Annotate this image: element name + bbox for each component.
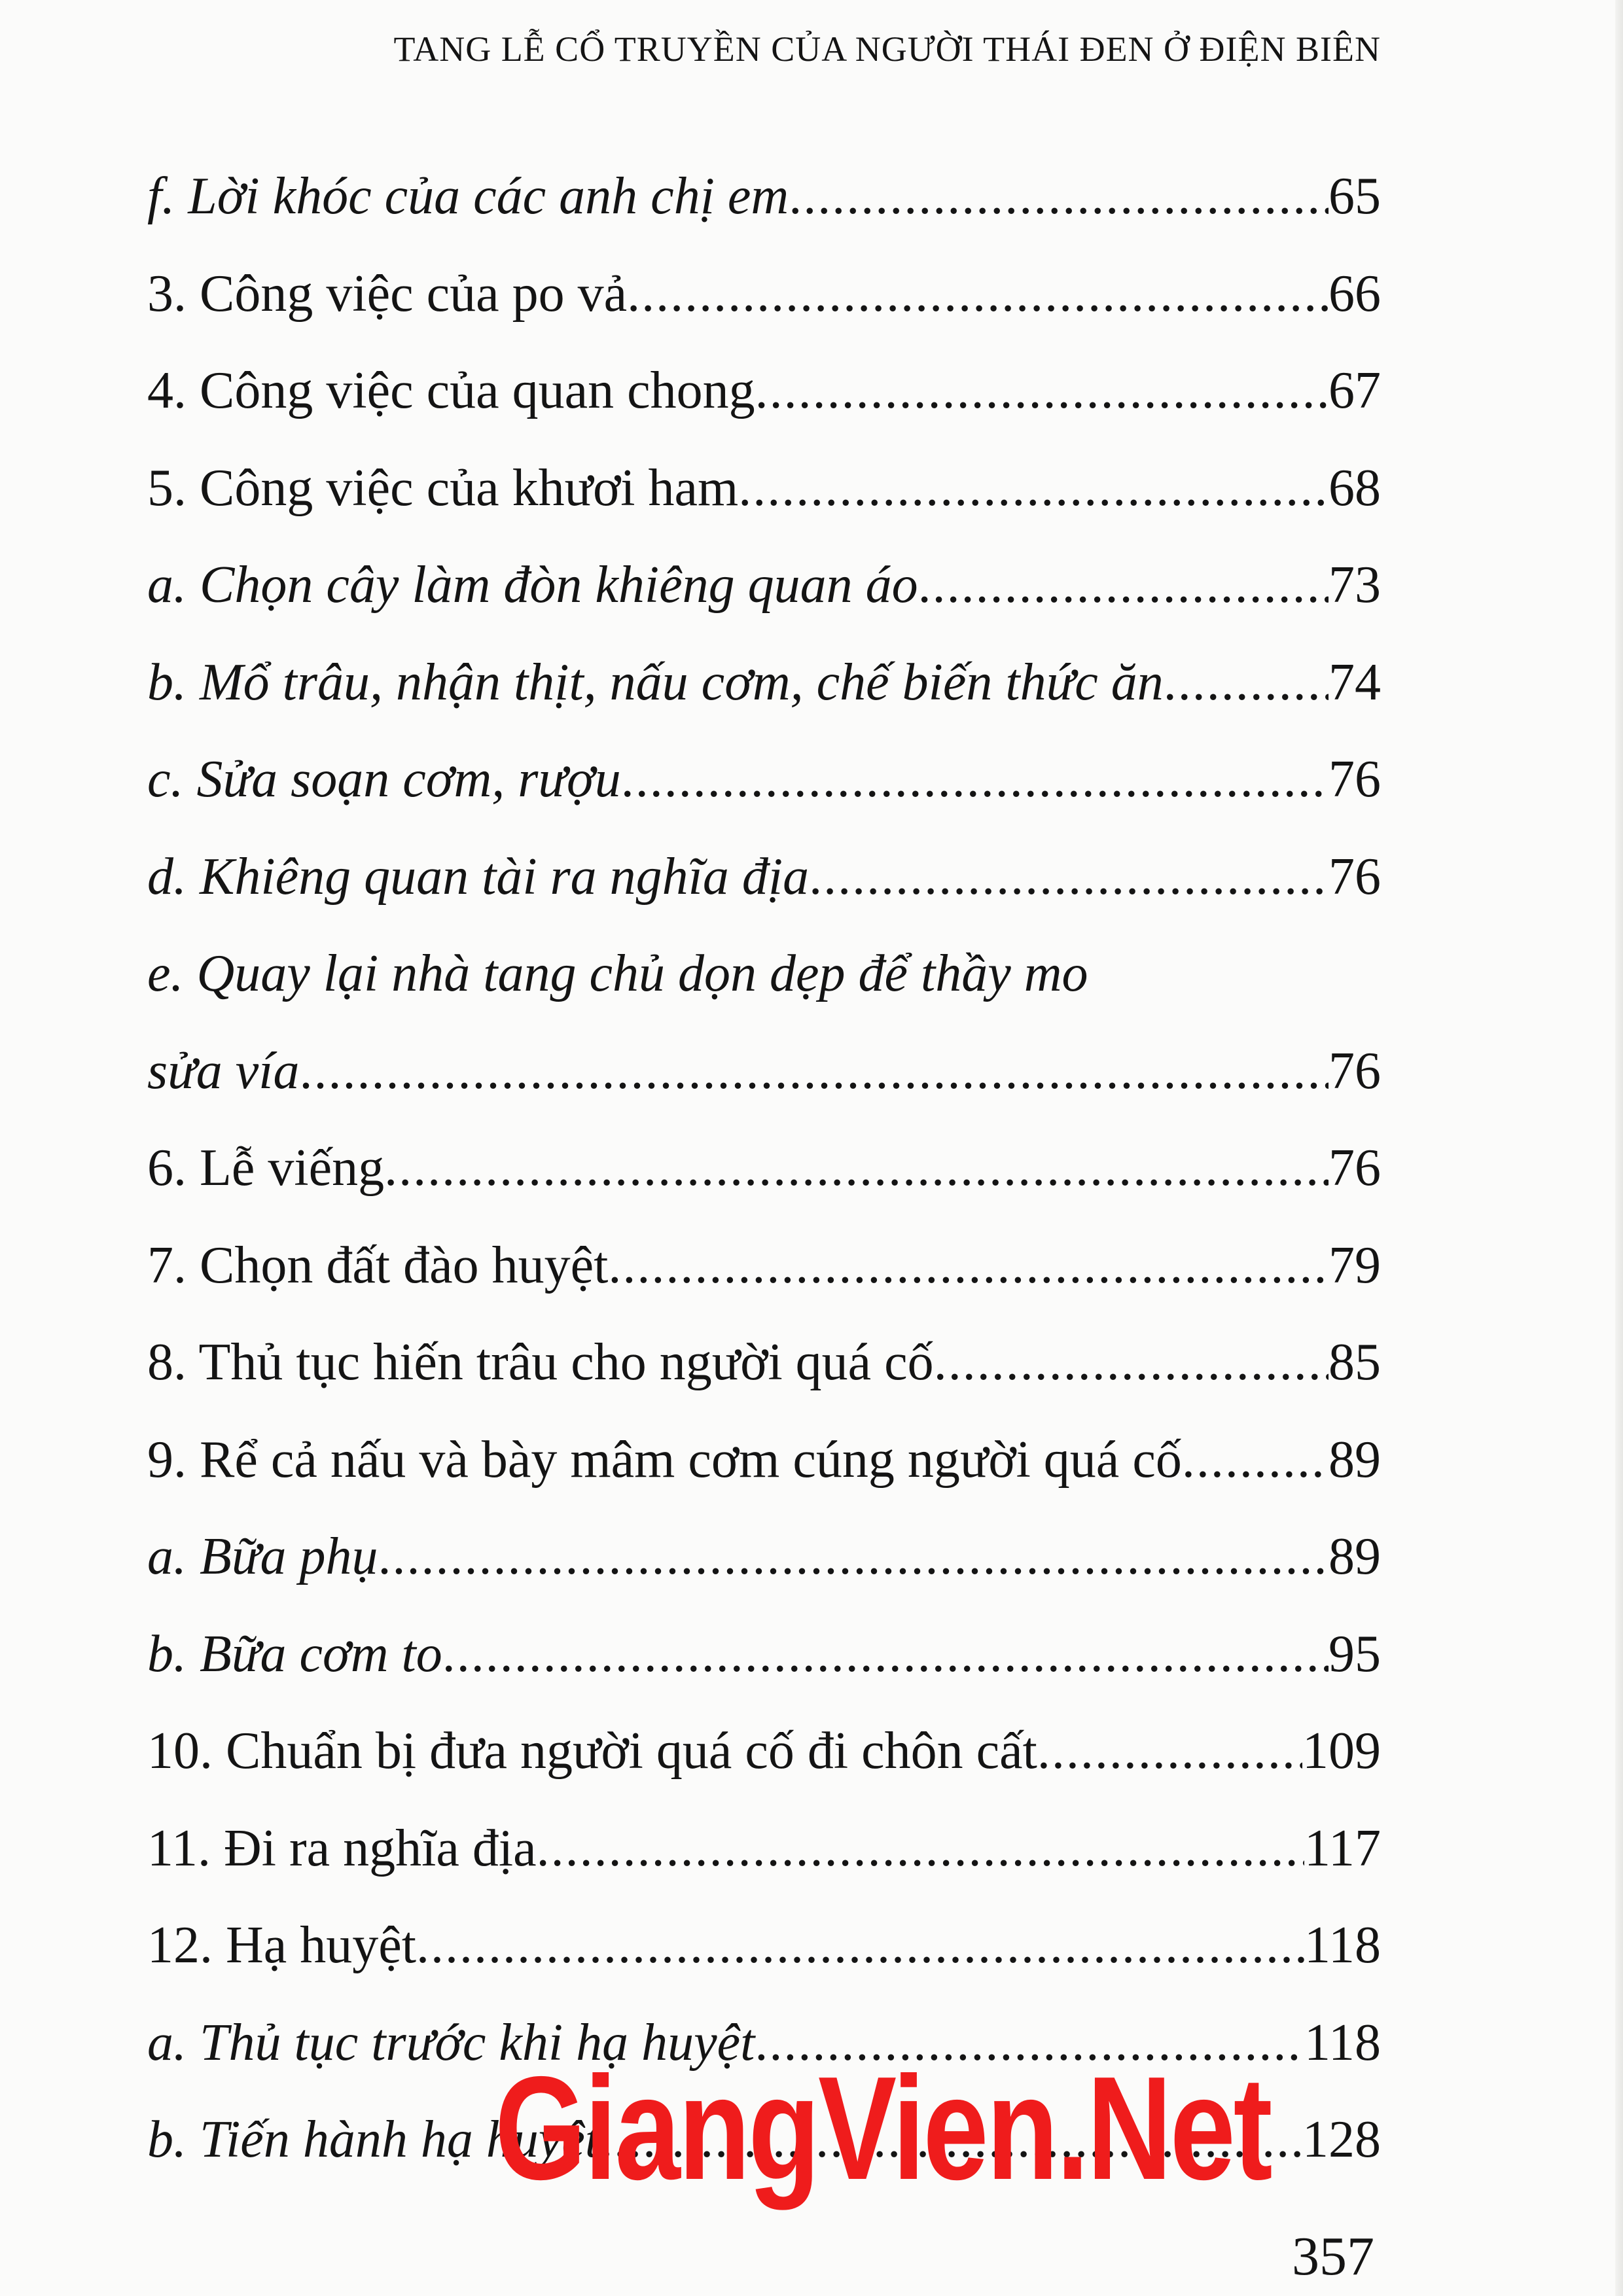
toc-entry-title: 8. Thủ tục hiến trâu cho người quá cố	[147, 1333, 934, 1391]
dot-leader	[300, 1023, 1329, 1120]
dot-leader	[1164, 634, 1329, 732]
toc-entry-page: 128	[1302, 2111, 1381, 2168]
toc-entry	[147, 1120, 1381, 1217]
toc-entry-page: 76	[1329, 1139, 1381, 1197]
toc-entry-title: 12. Hạ huyệt	[147, 1916, 417, 1974]
toc-entry-title: d. Khiêng quan tài ra nghĩa địa	[147, 847, 810, 906]
dot-leader	[789, 148, 1329, 245]
toc-entry	[147, 1023, 1381, 1120]
toc-entry	[147, 1217, 1381, 1315]
toc-entry-title: b. Mổ trâu, nhận thịt, nấu cơm, chế biến thức ăn	[147, 653, 1164, 711]
toc-entry-title: sửa vía	[147, 1042, 300, 1100]
toc-entry-title: 7. Chọn đất đào huyệt	[147, 1236, 609, 1294]
toc-entry-page: 74	[1329, 653, 1381, 711]
toc-entry	[147, 1411, 1381, 1509]
dot-leader	[384, 1120, 1329, 1217]
page-edge-shadow	[1615, 0, 1623, 2296]
toc-entry	[147, 1314, 1381, 1411]
toc-entry-title: 6. Lễ viếng	[147, 1139, 385, 1197]
toc-entry	[147, 148, 1381, 245]
dot-leader	[918, 537, 1329, 634]
toc-entry-title: 10. Chuẩn bị đưa người quá cố đi chôn cất	[147, 1722, 1037, 1780]
toc-entry-page: 85	[1329, 1333, 1381, 1391]
toc-entry-title: e. Quay lại nhà tang chủ dọn dẹp để thầy mo	[147, 945, 1088, 1002]
watermark: GiangVien.Net	[495, 2045, 1271, 2210]
toc-entry-title: c. Sửa soạn cơm, rượu	[147, 751, 621, 808]
toc-entry-page: 68	[1329, 459, 1381, 517]
dot-leader	[1037, 1703, 1302, 1800]
dot-leader	[738, 440, 1329, 537]
toc-entry-title: a. Thủ tục trước khi hạ huyệt	[147, 2013, 755, 2072]
dot-leader	[537, 1800, 1304, 1898]
dot-leader	[1182, 1411, 1329, 1509]
toc-entry-title: b. Tiến hành hạ huyệt	[147, 2111, 600, 2168]
toc-entry-page: 76	[1329, 847, 1381, 906]
dot-leader	[755, 342, 1329, 440]
toc-entry-page: 67	[1329, 362, 1381, 419]
dot-leader	[608, 1217, 1329, 1315]
toc-entry	[147, 634, 1381, 732]
toc-entry-page: 95	[1329, 1625, 1381, 1683]
toc-entry-page: 66	[1329, 264, 1381, 323]
toc-entry-page: 89	[1329, 1430, 1381, 1489]
dot-leader	[809, 828, 1329, 926]
toc-entry-page: 117	[1304, 1819, 1381, 1877]
toc-entry	[147, 1606, 1381, 1703]
toc-entry-page: 76	[1329, 751, 1381, 808]
toc-entry	[147, 1508, 1381, 1606]
toc-entry-title: 5. Công việc của khươi ham	[147, 459, 739, 517]
toc-entry	[147, 440, 1381, 537]
toc-entry	[147, 537, 1381, 634]
toc-entry-page: 89	[1329, 1528, 1381, 1585]
toc-entry-title: b. Bữa cơm to	[147, 1625, 442, 1683]
toc-entry-title: a. Chọn cây làm đòn khiêng quan áo	[147, 556, 918, 614]
dot-leader	[416, 1897, 1304, 1994]
running-header: TANG LỄ CỔ TRUYỀN CỦA NGƯỜI THÁI ĐEN Ở ĐIỆN BIÊN	[393, 29, 1381, 69]
toc-entry	[147, 731, 1381, 828]
toc-entry-title: 4. Công việc của quan chong	[147, 362, 755, 419]
toc-entry-title: 9. Rể cả nấu và bày mâm cơm cúng người quá cố	[147, 1430, 1182, 1489]
dot-leader	[621, 731, 1329, 828]
table-of-contents	[147, 148, 1381, 2189]
toc-entry	[147, 245, 1381, 343]
page-number: 357	[1292, 2226, 1374, 2287]
toc-entry-page: 109	[1302, 1722, 1381, 1780]
toc-entry-page: 65	[1329, 168, 1381, 225]
dot-leader	[627, 245, 1329, 343]
toc-entry	[147, 1800, 1381, 1898]
dot-leader	[378, 1508, 1329, 1606]
toc-entry-title: 3. Công việc của po vả	[147, 264, 628, 323]
toc-entry	[147, 1897, 1381, 1994]
toc-entry-page: 118	[1304, 1916, 1381, 1974]
toc-entry	[147, 828, 1381, 926]
toc-entry-page: 79	[1329, 1236, 1381, 1294]
toc-entry-page: 76	[1329, 1042, 1381, 1100]
dot-leader	[442, 1606, 1329, 1703]
toc-entry-page: 118	[1304, 2013, 1381, 2072]
toc-entry	[147, 342, 1381, 440]
toc-entry	[147, 1703, 1381, 1800]
toc-entry-page: 73	[1329, 556, 1381, 614]
toc-entry-title: a. Bữa phụ	[147, 1528, 378, 1585]
toc-entry-title: 11. Đi ra nghĩa địa	[147, 1819, 537, 1877]
dot-leader	[934, 1314, 1329, 1411]
toc-entry	[147, 925, 1381, 1023]
toc-entry-title: f. Lời khóc của các anh chị em	[147, 168, 789, 225]
